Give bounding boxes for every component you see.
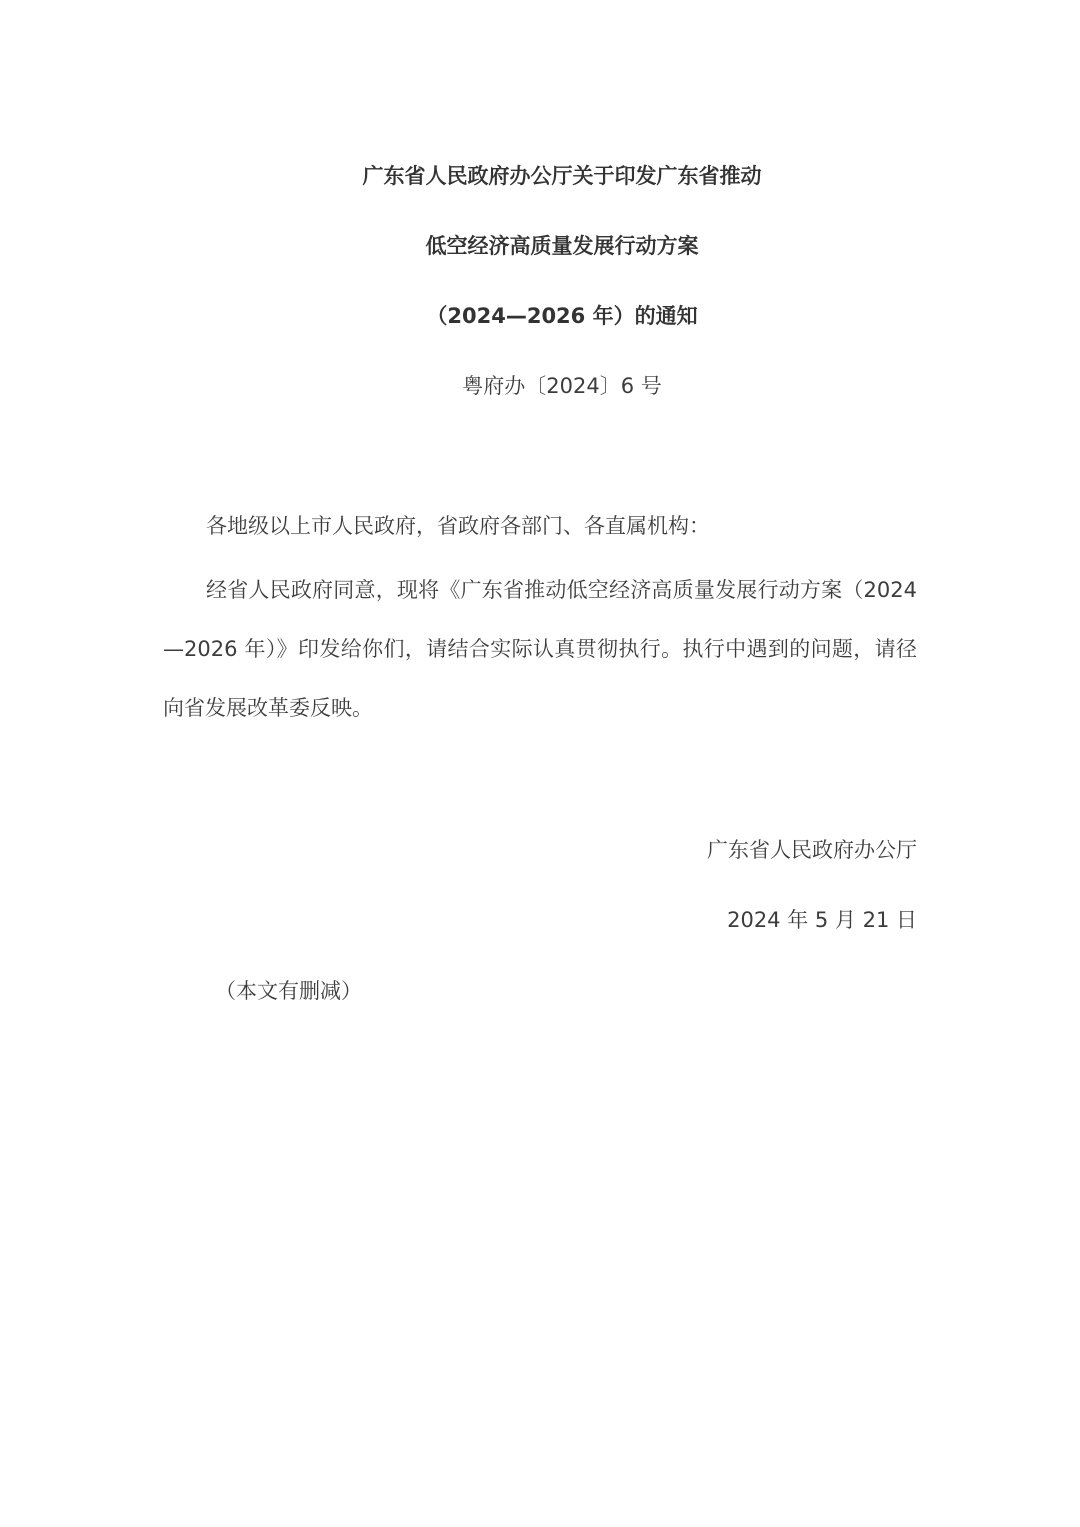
document-title-line-1: 广东省人民政府办公厅关于印发广东省推动: [362, 164, 762, 188]
document-title-line-2: 低空经济高质量发展行动方案: [425, 234, 699, 258]
signature-date: 2024 年 5 月 21 日: [727, 908, 917, 932]
body-paragraph: 经省人民政府同意，现将《广东省推动低空经济高质量发展行动方案（2024—2026 年）》印发给你们，请结合实际认真贯彻执行。执行中遇到的问题，请径向省发展改革委反映。: [163, 578, 917, 720]
document-number: 粤府办〔2024〕6 号: [462, 374, 662, 398]
signature-organization: 广东省人民政府办公厅: [707, 838, 917, 862]
abridged-note: （本文有删减）: [215, 979, 362, 1003]
salutation: 各地级以上市人民政府，省政府各部门、各直属机构：: [206, 514, 710, 538]
document-title-line-3: （2024—2026 年）的通知: [426, 304, 698, 328]
